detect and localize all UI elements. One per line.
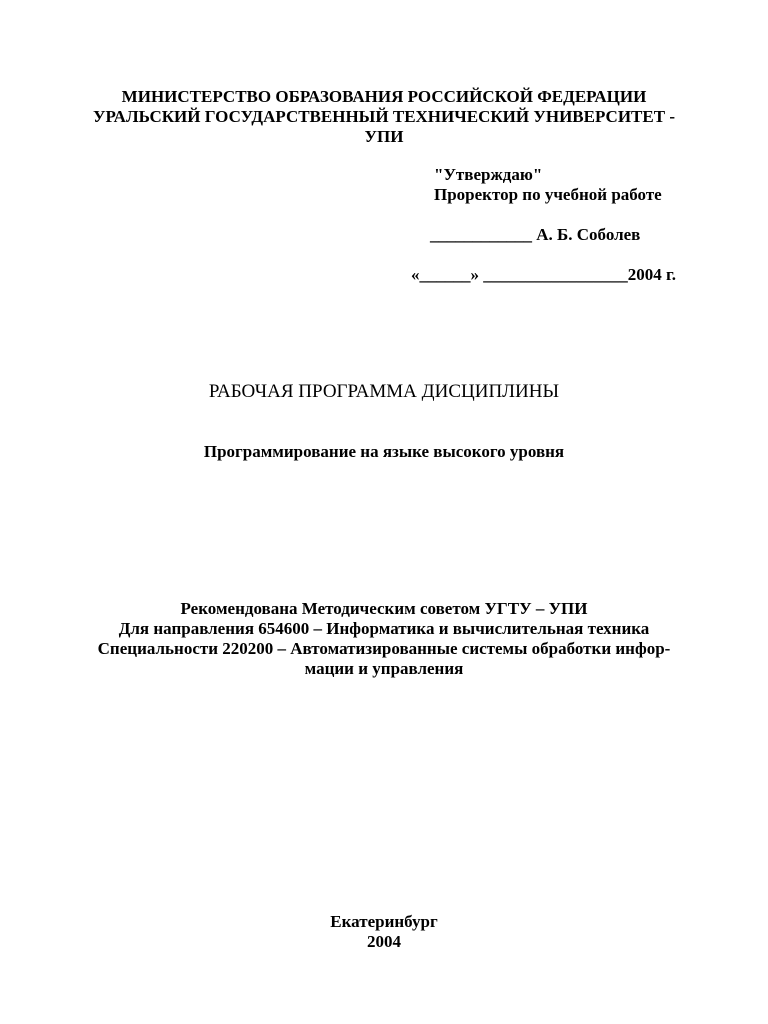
discipline-name: Программирование на языке высокого уровня [203,442,565,461]
approval-date: «______» _________________2004 г. [411,265,677,284]
university-abbr: УПИ [364,127,404,146]
document-title: РАБОЧАЯ ПРОГРАММА ДИСЦИПЛИНЫ [208,381,560,402]
recommendation-line-3: Специальности 220200 – Автоматизированные системы обработки инфор- [97,639,671,658]
recommendation-line-4: мации и управления [304,659,464,678]
signature-line: ____________ А. Б. Соболев [430,225,641,244]
year: 2004 [367,932,401,951]
recommendation-line-1: Рекомендована Методическим советом УГТУ – УПИ [180,599,588,618]
city: Екатеринбург [330,912,438,931]
ministry-heading: МИНИСТЕРСТВО ОБРАЗОВАНИЯ РОССИЙСКОЙ ФЕДЕРАЦИИ [121,87,647,106]
approver-position: Проректор по учебной работе [434,185,662,204]
recommendation-line-2: Для направления 654600 – Информатика и вычислительная техника [118,619,650,638]
university-heading: УРАЛЬСКИЙ ГОСУДАРСТВЕННЫЙ ТЕХНИЧЕСКИЙ УНИВЕРСИТЕТ - [93,107,675,126]
approval-stamp: "Утверждаю" [434,165,543,184]
